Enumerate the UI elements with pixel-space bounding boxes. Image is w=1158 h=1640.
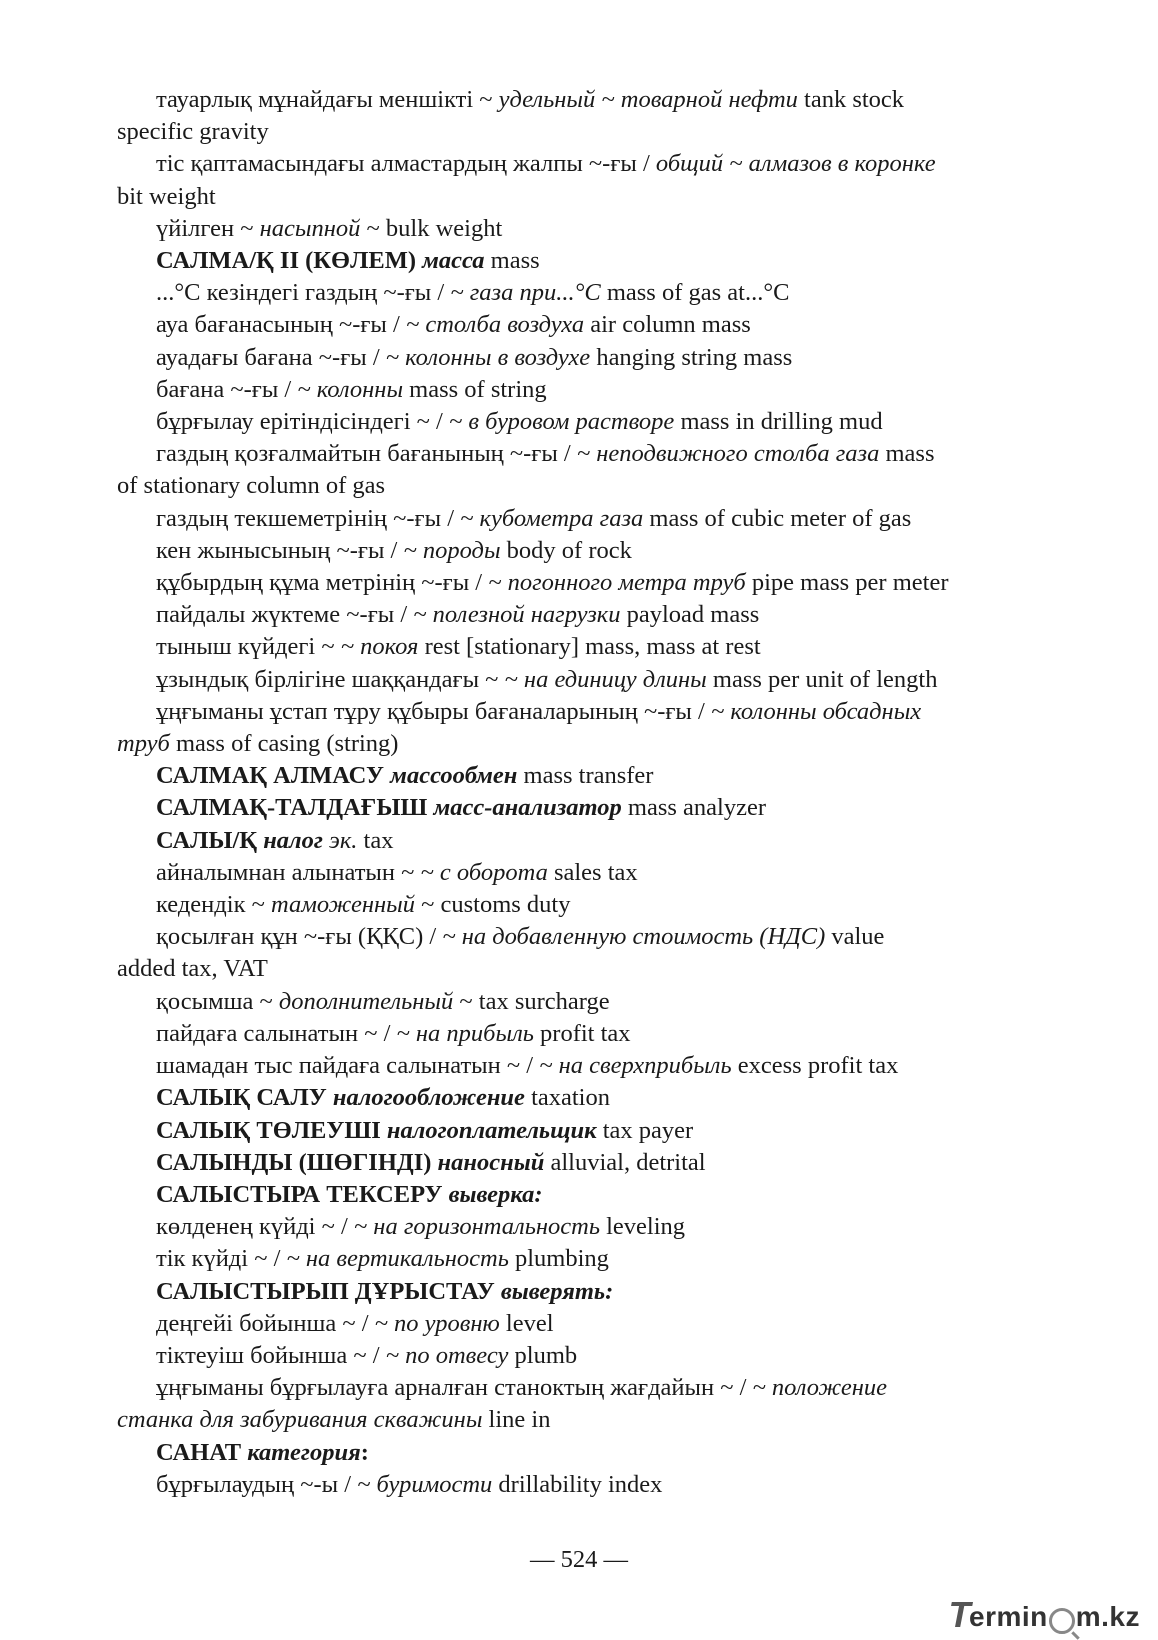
entry-text: mass transfer [517, 762, 654, 790]
entry-text: pipe mass per meter [745, 569, 949, 597]
entry-text: ауадағы бағана ~-ғы / [156, 343, 386, 371]
russian-translation: ~ с оборота [420, 858, 548, 886]
entry-text: айналымнан алынатын ~ [156, 858, 421, 886]
dictionary-line [117, 309, 1006, 341]
entry-text: тыныш күйдегі ~ [156, 633, 341, 661]
dictionary-line [117, 599, 1006, 631]
entry-text: ~ tax surcharge [453, 987, 610, 1015]
russian-translation: ~ кубометра газа [460, 504, 644, 532]
entry-text: ұңғыманы ұстап тұру құбыры бағаналарының ~-ғы / [156, 697, 711, 725]
russian-translation: ~ колонны в воздухе [385, 343, 591, 371]
headword: САНАТ [156, 1438, 248, 1466]
dictionary-line [117, 181, 1006, 213]
headword: : [360, 1438, 369, 1466]
headword: САЛМАҚ АЛМАСУ [156, 762, 391, 790]
entry-text: бұрғылаудың ~-ы / [156, 1470, 358, 1498]
dictionary-line [117, 1050, 1006, 1082]
russian-term: выверять: [500, 1277, 614, 1305]
russian-translation: ~ на добавленную стоимость (НДС) [442, 923, 826, 951]
entry-text: mass analyzer [621, 794, 766, 822]
dictionary-line [117, 792, 1006, 824]
headword: САЛМА/Қ ІІ (КӨЛЕМ) [156, 247, 423, 275]
entry-text: mass [879, 440, 935, 468]
dictionary-line [117, 342, 1006, 374]
dictionary-line [117, 438, 1006, 470]
russian-translation: ~ на вертикальность [286, 1245, 509, 1273]
dictionary-line [117, 631, 1006, 663]
entry-text: кен жынысының ~-ғы / [156, 536, 404, 564]
russian-term: налогообложение [332, 1084, 525, 1112]
russian-term: масс-анализатор [433, 794, 622, 822]
dictionary-line [117, 760, 1006, 792]
russian-translation: таможенный [270, 891, 415, 919]
dictionary-line [117, 470, 1006, 502]
russian-translation: ~ на единицу длины [504, 665, 707, 693]
entry-text: excess profit tax [731, 1052, 899, 1080]
entry-text: үйілген ~ [156, 214, 260, 242]
watermark-text-start: ermin [969, 1601, 1048, 1632]
russian-translation: станка для забуривания скважины [117, 1406, 483, 1434]
entry-text: hanging string mass [590, 343, 793, 371]
entry-text: ұзындық бірлігіне шаққандағы ~ [156, 665, 505, 693]
watermark-initial: T [948, 1594, 971, 1635]
russian-translation: ~ на прибыль [396, 1019, 534, 1047]
headword: САЛЫСТЫРЫП ДҰРЫСТАУ [156, 1277, 501, 1305]
dictionary-line [117, 277, 1006, 309]
magnifier-icon [1049, 1608, 1075, 1634]
russian-translation: ~ по отвесу [385, 1341, 509, 1369]
headword: САЛМАҚ-ТАЛДАҒЫШ [156, 794, 434, 822]
dictionary-line [117, 1437, 1006, 1469]
entry-text: mass per unit of length [706, 665, 938, 693]
dictionary-line [117, 696, 1006, 728]
entry-text: mass of string [403, 375, 547, 403]
dictionary-line [117, 728, 1006, 760]
dictionary-line [117, 857, 1006, 889]
dictionary-line [117, 1018, 1006, 1050]
entry-text: taxation [524, 1084, 610, 1112]
dictionary-line [117, 825, 1006, 857]
dictionary-line [117, 1340, 1006, 1372]
russian-term: выверка: [448, 1180, 543, 1208]
entry-text: mass [484, 247, 540, 275]
headword: САЛЫСТЫРА ТЕКСЕРУ [156, 1180, 449, 1208]
entry-text: mass of cubic meter of gas [643, 504, 912, 532]
entry-text: of stationary column of gas [117, 472, 386, 500]
headword: САЛЫ/Қ [156, 826, 264, 854]
entry-text: specific gravity [117, 118, 269, 146]
russian-translation: дополнительный [278, 987, 454, 1015]
russian-term: масса [422, 247, 485, 275]
entry-text: mass of gas at...°С [600, 279, 790, 307]
russian-term: налог [263, 826, 323, 854]
dictionary-line [117, 1211, 1006, 1243]
entry-text: profit tax [533, 1019, 631, 1047]
dictionary-line [117, 921, 1006, 953]
entry-text: rest [stationary] mass, mass at rest [418, 633, 761, 661]
entry-text: plumb [508, 1341, 578, 1369]
entry-text: құбырдың құма метрінің ~-ғы / [156, 569, 489, 597]
dictionary-line [117, 953, 1006, 985]
dictionary-line [117, 1372, 1006, 1404]
entry-text: drillability index [492, 1470, 663, 1498]
russian-translation: ~ положение [752, 1374, 888, 1402]
dictionary-line [117, 84, 1006, 116]
russian-term: массообмен [390, 762, 518, 790]
entry-text: plumbing [508, 1245, 609, 1273]
entry-text: ауа бағанасының ~-ғы / [156, 311, 406, 339]
entry-text: тауарлық мұнайдағы меншікті ~ [156, 86, 499, 113]
headword: САЛЫҚ ТӨЛЕУШІ [156, 1116, 387, 1144]
russian-term: категория [247, 1438, 361, 1466]
entry-text: mass in drilling mud [674, 408, 883, 436]
dictionary-line [117, 1469, 1006, 1501]
russian-translation: эк. [322, 826, 358, 854]
russian-translation: общий ~ алмазов в коронке [655, 150, 936, 178]
entry-text: mass of casing (string) [169, 730, 399, 758]
dictionary-line [117, 535, 1006, 567]
entry-text: value [825, 923, 885, 951]
headword: САЛЫНДЫ (ШӨГІНДІ) [156, 1148, 438, 1176]
russian-translation: ~ по уровню [374, 1309, 500, 1337]
russian-translation: ~ колонны [297, 375, 404, 403]
dictionary-line [117, 986, 1006, 1018]
entry-text: ұңғыманы бұрғылауға арналған станоктың жағдайын ~ / [156, 1374, 753, 1402]
russian-translation: ~ неподвижного столба газа [576, 440, 880, 468]
dictionary-line [117, 116, 1006, 148]
entry-text: added tax, VAT [117, 955, 268, 983]
dictionary-line [117, 1404, 1006, 1436]
page-number: — 524 — [530, 1546, 628, 1573]
entry-text: level [499, 1309, 554, 1337]
entry-text: шамадан тыс пайдаға салынатын ~ / [156, 1052, 540, 1080]
dictionary-line [117, 374, 1006, 406]
russian-translation: ~ в буровом растворе [448, 408, 675, 436]
russian-translation: ~ покоя [340, 633, 419, 661]
entry-text: ...°С кезіндегі газдың ~-ғы / [156, 279, 451, 307]
russian-translation: насыпной [259, 214, 361, 242]
entry-text: body of rock [500, 536, 632, 564]
entry-text: тік күйді ~ / [156, 1245, 287, 1273]
dictionary-line [117, 1179, 1006, 1211]
entry-text: alluvial, detrital [544, 1148, 706, 1176]
dictionary-line [117, 1308, 1006, 1340]
entry-text: көлденең күйді ~ / [156, 1213, 354, 1241]
entry-text: қосымша ~ [156, 987, 279, 1015]
dictionary-line [117, 664, 1006, 696]
entry-text: ~ customs duty [415, 891, 571, 919]
entry-text: газдың қозғалмайтын бағанының ~-ғы / [156, 440, 577, 468]
dictionary-line [117, 148, 1006, 180]
dictionary-line [117, 503, 1006, 535]
russian-translation: ~ газа при...°С [450, 279, 601, 307]
dictionary-line [117, 1082, 1006, 1114]
watermark-text-end: m.kz [1075, 1601, 1140, 1632]
entry-text: деңгейі бойынша ~ / [156, 1309, 375, 1337]
entry-text: payload mass [620, 601, 760, 629]
dictionary-line [117, 1243, 1006, 1275]
russian-term: налогоплательщик [386, 1116, 597, 1144]
dictionary-page [117, 84, 1006, 1501]
russian-term: наносный [437, 1148, 545, 1176]
russian-translation: ~ колонны обсадных [710, 697, 922, 725]
entry-text: тіктеуіш бойынша ~ / [156, 1341, 386, 1369]
entry-text: tax payer [596, 1116, 694, 1144]
entry-text: газдың текшеметрінің ~-ғы / [156, 504, 461, 532]
russian-translation: ~ погонного метра труб [488, 569, 746, 597]
entry-text: tank stock [797, 86, 905, 113]
entry-text: bit weight [117, 182, 216, 210]
russian-translation: ~ столба воздуха [405, 311, 585, 339]
russian-translation: ~ породы [403, 536, 501, 564]
entry-text: бағана ~-ғы / [156, 375, 298, 403]
entry-text: sales tax [547, 858, 638, 886]
russian-translation: ~ полезной нагрузки [413, 601, 621, 629]
dictionary-line [117, 213, 1006, 245]
russian-translation: ~ буримости [357, 1470, 493, 1498]
entry-text: leveling [599, 1213, 686, 1241]
entry-text: ~ bulk weight [360, 214, 503, 242]
entry-text: line in [482, 1406, 551, 1434]
entry-text: пайдалы жүктеме ~-ғы / [156, 601, 414, 629]
entry-text: кедендік ~ [156, 891, 271, 919]
entry-text: tax [357, 826, 394, 854]
entry-text: пайдаға салынатын ~ / [156, 1019, 397, 1047]
dictionary-line [117, 1115, 1006, 1147]
entry-text: тіс қаптамасындағы алмастардың жалпы ~-ғы / [156, 150, 656, 178]
entry-text: бұрғылау ерітіндісіндегі ~ / [156, 408, 449, 436]
russian-translation: ~ на сверхприбыль [539, 1052, 732, 1080]
dictionary-line [117, 567, 1006, 599]
dictionary-line [117, 245, 1006, 277]
dictionary-line [117, 1147, 1006, 1179]
entry-text: қосылған құн ~-ғы (ҚҚС) / [156, 923, 443, 951]
russian-translation: ~ на горизонтальность [353, 1213, 600, 1241]
russian-translation: удельный ~ товарной нефти [498, 86, 798, 113]
dictionary-line [117, 889, 1006, 921]
entry-text: air column mass [584, 311, 751, 339]
russian-translation: труб [117, 730, 170, 758]
dictionary-line [117, 406, 1006, 438]
termincom-watermark [948, 1594, 1141, 1635]
headword: САЛЫҚ САЛУ [156, 1084, 333, 1112]
dictionary-line [117, 1276, 1006, 1308]
